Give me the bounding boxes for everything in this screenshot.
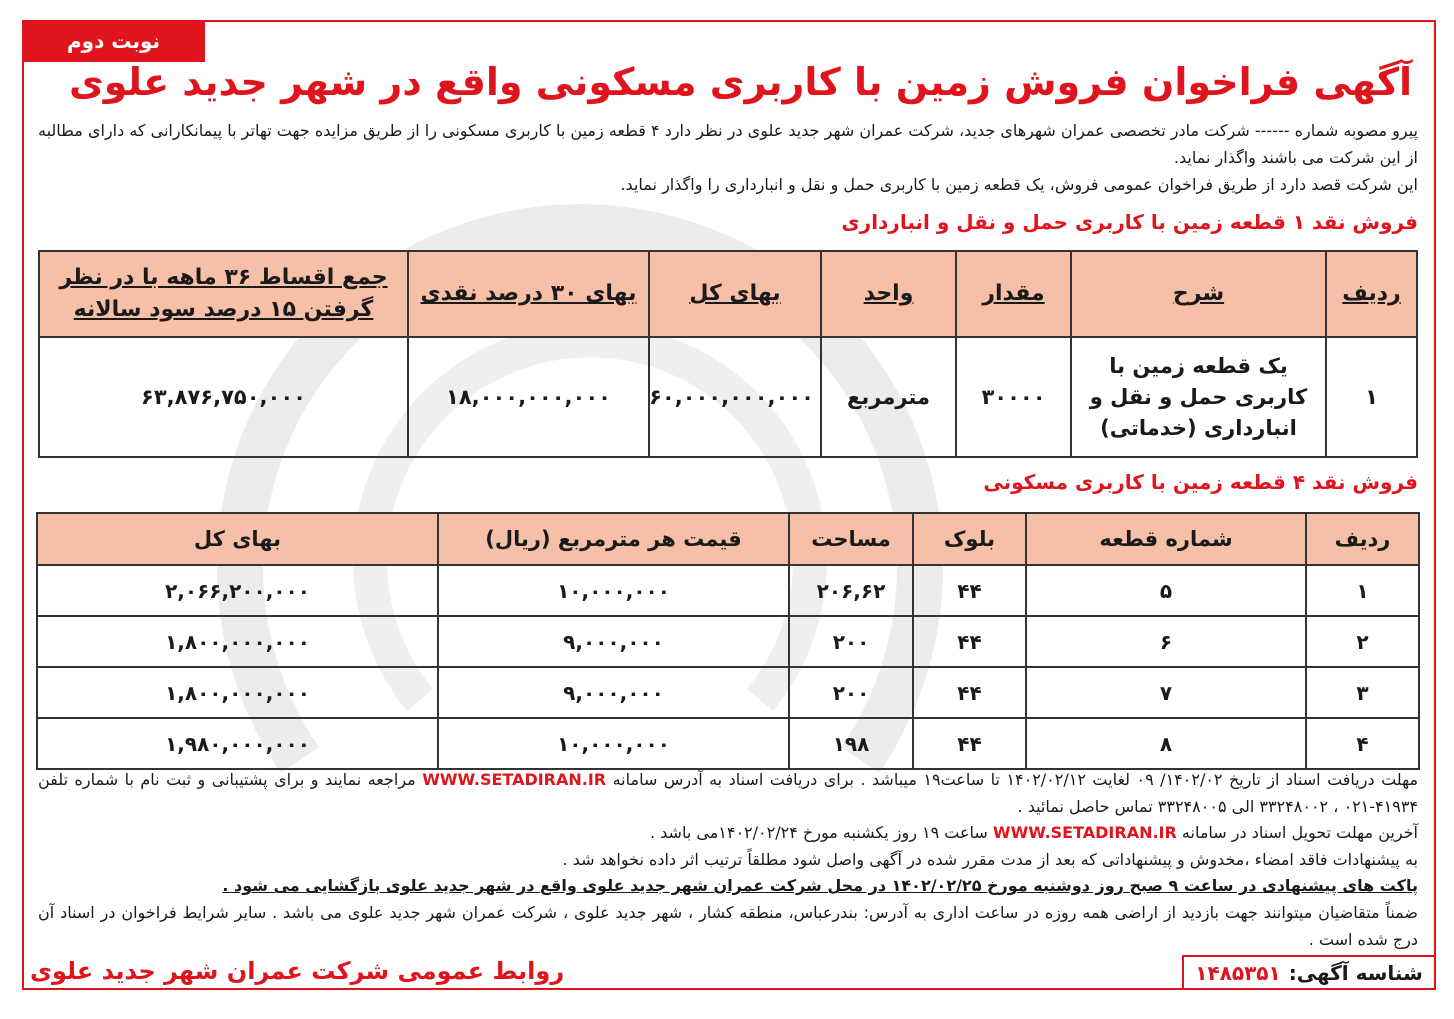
header-cell: بهای کل (649, 251, 821, 337)
table-header-row (37, 513, 1419, 565)
table-cell: ۴ (1306, 718, 1419, 769)
table-header-row (39, 251, 1417, 337)
table-cell: ۶۳,۸۷۶,۷۵۰,۰۰۰ (39, 337, 408, 457)
table-cell: ۱,۹۸۰,۰۰۰,۰۰۰ (37, 718, 438, 769)
header-cell: بهای ۳۰ درصد نقدی (408, 251, 649, 337)
table-cell: ۱۸,۰۰۰,۰۰۰,۰۰۰ (408, 337, 649, 457)
table-cell: ۸ (1026, 718, 1306, 769)
table-cell: ۱۹۸ (789, 718, 913, 769)
header-cell: مقدار (956, 251, 1071, 337)
table-cell: ۳۰۰۰۰ (956, 337, 1071, 457)
table-cell: ۱ (1306, 565, 1419, 616)
intro-text (38, 117, 1418, 198)
header-cell: واحد (821, 251, 956, 337)
rejection-note: به پیشنهادات فاقد امضاء ،مخدوش و پیشنهاداتی که بعد از مدت مقرر شده در آگهی واصل شود مطلقاً ترتیب اثر داده نخواهد شد . (562, 849, 1418, 869)
section2-heading: فروش نقد ۴ قطعه زمین با کاربری مسکونی (983, 470, 1418, 494)
table-cell: ۳ (1306, 667, 1419, 718)
table-cell: ۴۴ (913, 718, 1026, 769)
table-cell: ۴۴ (913, 565, 1026, 616)
industrial-land-table (38, 250, 1418, 458)
intro-paragraph-1: پیرو مصوبه شماره ------ شرکت مادر تخصصی عمران شهرهای جدید، شرکت عمران شهر جدید علوی در نظر دارد ۴ قطعه زمین با کاربری مسکونی را از طریق مزایده جهت تهاتر با پیمانکارانی که دارای مطالبه از این شرکت می باشند واگذار نماید. (38, 121, 1419, 167)
table-cell: ۲ (1306, 616, 1419, 667)
header-cell: شماره قطعه (1026, 513, 1306, 565)
ad-id-value: ۱۴۸۵۳۵۱ (1195, 960, 1281, 985)
table-cell: ۴۴ (913, 667, 1026, 718)
public-relations-signature: روابط عمومی شرکت عمران شهر جدید علوی (30, 957, 565, 985)
table-cell: ۹,۰۰۰,۰۰۰ (438, 667, 789, 718)
header-cell: بلوک (913, 513, 1026, 565)
table-cell: ۶۰,۰۰۰,۰۰۰,۰۰۰ (649, 337, 821, 457)
section1-heading: فروش نقد ۱ قطعه زمین با کاربری حمل و نقل و انبارداری (841, 210, 1418, 234)
header-cell: ردیف (1306, 513, 1419, 565)
table-row (37, 718, 1419, 769)
table-cell: مترمربع (821, 337, 956, 457)
residential-land-table (36, 512, 1420, 770)
terms-text (38, 767, 1418, 953)
ad-id-label: شناسه آگهی: (1288, 960, 1423, 985)
table-cell: ۲۰۶,۶۲ (789, 565, 913, 616)
table-row (37, 565, 1419, 616)
header-cell: شرح (1071, 251, 1326, 337)
header-cell: ردیف (1326, 251, 1417, 337)
table-cell: ۵ (1026, 565, 1306, 616)
table-cell: ۱,۸۰۰,۰۰۰,۰۰۰ (37, 616, 438, 667)
delivery-deadline-note: آخرین مهلت تحویل اسناد در سامانه WWW.SETADIRAN.IR ساعت ۱۹ روز یکشنبه مورخ ۱۴۰۲/۰۲/۲۴می باشد . (649, 823, 1418, 843)
table-row (37, 616, 1419, 667)
setadiran-url: WWW.SETADIRAN.IR (992, 823, 1177, 843)
opening-note: پاکت های پیشنهادی در ساعت ۹ صبح روز دوشنبه مورخ ۱۴۰۲/۰۲/۲۵ در محل شرکت عمران شهر جدید علوی واقع در شهر جدید علوی بازگشایی می شود . (222, 876, 1418, 896)
table-cell: ۹,۰۰۰,۰۰۰ (438, 616, 789, 667)
table-row (39, 337, 1417, 457)
edition-badge: نوبت دوم (22, 20, 205, 62)
table-cell: ۱۰,۰۰۰,۰۰۰ (438, 718, 789, 769)
intro-paragraph-2: این شرکت قصد دارد از طریق فراخوان عمومی فروش، یک قطعه زمین با کاربری حمل و نقل و انبارداری را واگذار نماید. (620, 175, 1418, 194)
table-cell: ۱۰,۰۰۰,۰۰۰ (438, 565, 789, 616)
document-deadline-note: مهلت دریافت اسناد از تاریخ ۱۴۰۲/۰۲/ ۰۹ لغایت ۱۴۰۲/۰۲/۱۲ تا ساعت۱۹ میباشد . برای دریافت اسناد به آدرس سامانه WWW.SETADIRAN.IR مراجعه نمایند و برای پشتیبانی و ثبت نام با شماره تلفن ۴۱۹۳۴-۰۲۱ ، ۳۳۲۴۸۰۰۲ الی ۳۳۲۴۸۰۰۵ تماس حاصل نمائید . (38, 770, 1419, 816)
table-cell: ۲,۰۶۶,۲۰۰,۰۰۰ (37, 565, 438, 616)
table-cell: ۷ (1026, 667, 1306, 718)
table-cell: یک قطعه زمین با کاربری حمل و نقل و انبارداری (خدماتی) (1071, 337, 1326, 457)
header-cell: مساحت (789, 513, 913, 565)
page-title: آگهی فراخوان فروش زمین با کاربری مسکونی واقع در شهر جدید علوی (68, 60, 1412, 104)
table-cell: ۴۴ (913, 616, 1026, 667)
header-cell: قیمت هر مترمربع (ریال) (438, 513, 789, 565)
table-cell: ۶ (1026, 616, 1306, 667)
ad-id-box (1182, 955, 1436, 990)
table-cell: ۱,۸۰۰,۰۰۰,۰۰۰ (37, 667, 438, 718)
visit-note: ضمناً متقاضیان میتوانند جهت بازدید از اراضی همه روزه در ساعت اداری به آدرس: بندرعباس، منطقه کشار ، شهر جدید علوی ، شرکت عمران شهر جدید علوی می باشد . سایر شرایط فراخوان در اسناد آن درج شده است . (38, 902, 1418, 949)
setadiran-url: WWW.SETADIRAN.IR (422, 770, 607, 789)
table-cell: ۲۰۰ (789, 616, 913, 667)
table-row (37, 667, 1419, 718)
header-cell: جمع اقساط ۳۶ ماهه با در نظر گرفتن ۱۵ درصد سود سالانه (39, 251, 408, 337)
table-cell: ۱ (1326, 337, 1417, 457)
header-cell: بهای کل (37, 513, 438, 565)
table-cell: ۲۰۰ (789, 667, 913, 718)
